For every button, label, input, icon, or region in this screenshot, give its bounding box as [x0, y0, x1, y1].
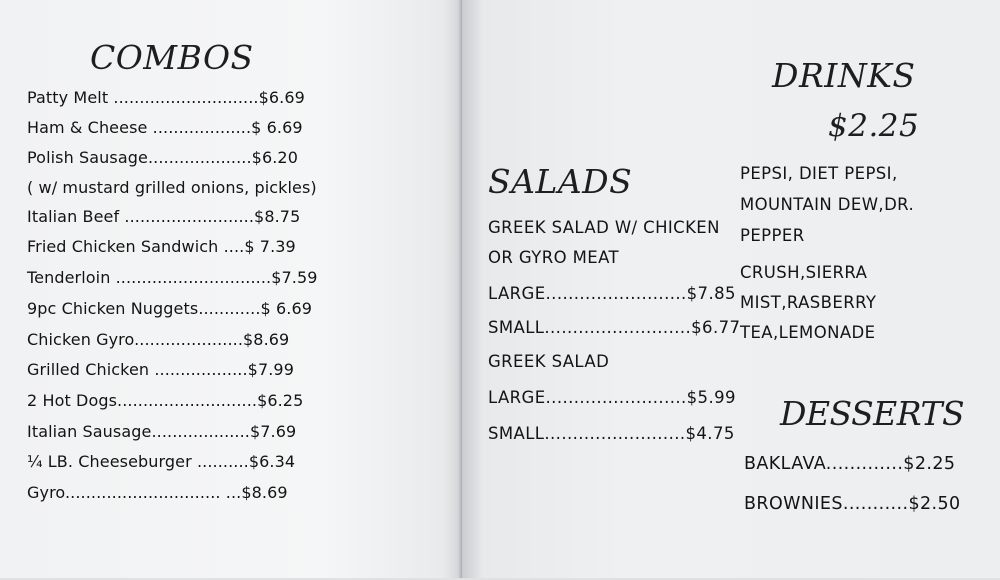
drink-item: CRUSH,SIERRA	[740, 263, 868, 282]
salad-item: SMALL..........................$6.77	[488, 318, 741, 337]
combo-item: Ham & Cheese ...................$ 6.69	[27, 118, 303, 137]
combo-item: Gyro.............................. ...$8.69	[27, 483, 288, 502]
dessert-item: BAKLAVA.............$2.25	[744, 454, 956, 474]
salad-item: LARGE.........................$7.85	[488, 284, 736, 303]
combo-item: Patty Melt ............................$6.69	[27, 88, 305, 107]
combos-heading: COMBOS	[90, 38, 254, 77]
salad-item: LARGE.........................$5.99	[488, 388, 736, 407]
drink-item: TEA,LEMONADE	[740, 323, 876, 342]
drinks-heading: DRINKS	[772, 56, 916, 95]
combo-item: Italian Beef .........................$8.75	[27, 207, 301, 226]
dessert-item: BROWNIES...........$2.50	[744, 494, 961, 514]
drinks-price: $2.25	[828, 108, 920, 144]
salad-item: OR GYRO MEAT	[488, 248, 619, 267]
salad-item: GREEK SALAD	[488, 352, 610, 371]
right-page	[462, 0, 1000, 578]
left-page	[0, 0, 462, 578]
show-through-shadow	[305, 40, 460, 580]
combo-item-note: ( w/ mustard grilled onions, pickles)	[27, 178, 317, 197]
desserts-heading: DESSERTS	[780, 394, 965, 433]
salad-item: SMALL.........................$4.75	[488, 424, 735, 443]
drink-item: PEPPER	[740, 226, 805, 245]
combo-item: 2 Hot Dogs...........................$6.25	[27, 391, 304, 410]
combo-item: ¼ LB. Cheeseburger ..........$6.34	[27, 452, 296, 471]
combo-item: Chicken Gyro.....................$8.69	[27, 330, 290, 349]
combo-item: Italian Sausage...................$7.69	[27, 422, 297, 441]
salads-heading: SALADS	[488, 162, 633, 201]
combo-item: Tenderloin ..............................$7.59	[27, 268, 318, 287]
drink-item: PEPSI, DIET PEPSI,	[740, 164, 898, 183]
combo-item: Polish Sausage....................$6.20	[27, 148, 298, 167]
combo-item: Fried Chicken Sandwich ....$ 7.39	[27, 237, 296, 256]
combo-item: 9pc Chicken Nuggets............$ 6.69	[27, 299, 313, 318]
drink-item: MIST,RASBERRY	[740, 293, 877, 312]
drink-item: MOUNTAIN DEW,DR.	[740, 195, 915, 214]
combo-item: Grilled Chicken ..................$7.99	[27, 360, 294, 379]
salad-item: GREEK SALAD W/ CHICKEN	[488, 218, 720, 237]
